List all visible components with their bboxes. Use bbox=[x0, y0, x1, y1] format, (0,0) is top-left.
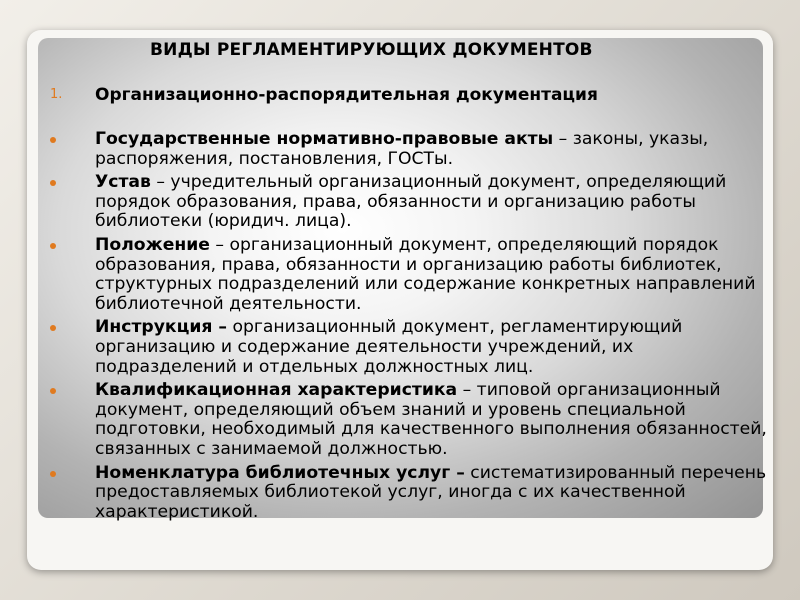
bullet-item-instruction bbox=[50, 318, 770, 377]
bullet-item-regulation bbox=[50, 236, 770, 314]
bullet-definition: – учредительный организационный документ, определяющий порядок образования, права, обязанности и организацию работы библиотеки (юридич. лица). bbox=[95, 172, 727, 232]
bullet-definition: – законы, указы, распоряжения, постановления, ГОСТы. bbox=[95, 129, 709, 169]
list-number: 1. bbox=[50, 87, 63, 102]
bullet-list bbox=[50, 130, 770, 526]
bullet-icon bbox=[50, 471, 56, 477]
bullet-term: Квалификационная характеристика bbox=[95, 380, 458, 401]
bullet-item-nomenclature bbox=[50, 464, 770, 523]
bullet-term: Инструкция – bbox=[95, 317, 227, 338]
bullet-item-charter bbox=[50, 173, 770, 232]
bullet-item-state-acts bbox=[50, 130, 770, 169]
bullet-definition: систематизированный перечень предоставляемых библиотекой услуг, иногда с их качественной характеристикой. bbox=[95, 462, 767, 522]
bullet-icon bbox=[50, 137, 56, 143]
bullet-icon bbox=[50, 243, 56, 249]
numbered-item-text: Организационно-распорядительная документация bbox=[95, 85, 598, 105]
bullet-definition: организационный документ, регламентирующий организацию и содержание деятельности учреждений, их подразделений и отдельных должностных лиц. bbox=[95, 317, 683, 377]
bullet-term: Устав bbox=[95, 172, 151, 193]
bullet-icon bbox=[50, 388, 56, 394]
bullet-icon bbox=[50, 180, 56, 186]
bullet-icon bbox=[50, 325, 56, 331]
bullet-term: Государственные нормативно-правовые акты bbox=[95, 129, 554, 149]
bullet-definition: – организационный документ, определяющий порядок образования, права, обязанности и организацию работы библиотек, структурных подразделений или содержание конкретных направлений библиотечной деятельности. bbox=[95, 234, 756, 314]
bullet-term: Положение bbox=[95, 234, 210, 255]
bullet-item-qualification bbox=[50, 381, 770, 459]
bullet-term: Номенклатура библиотечных услуг – bbox=[95, 462, 465, 483]
bullet-definition: – типовой организационный документ, определяющий объем знаний и уровень специальной подготовки, необходимый для качественного выполнения обязанностей, связанных с занимаемой должностью. bbox=[95, 380, 767, 459]
slide-title: ВИДЫ РЕГЛАМЕНТИРУЮЩИХ ДОКУМЕНТОВ bbox=[150, 40, 593, 60]
